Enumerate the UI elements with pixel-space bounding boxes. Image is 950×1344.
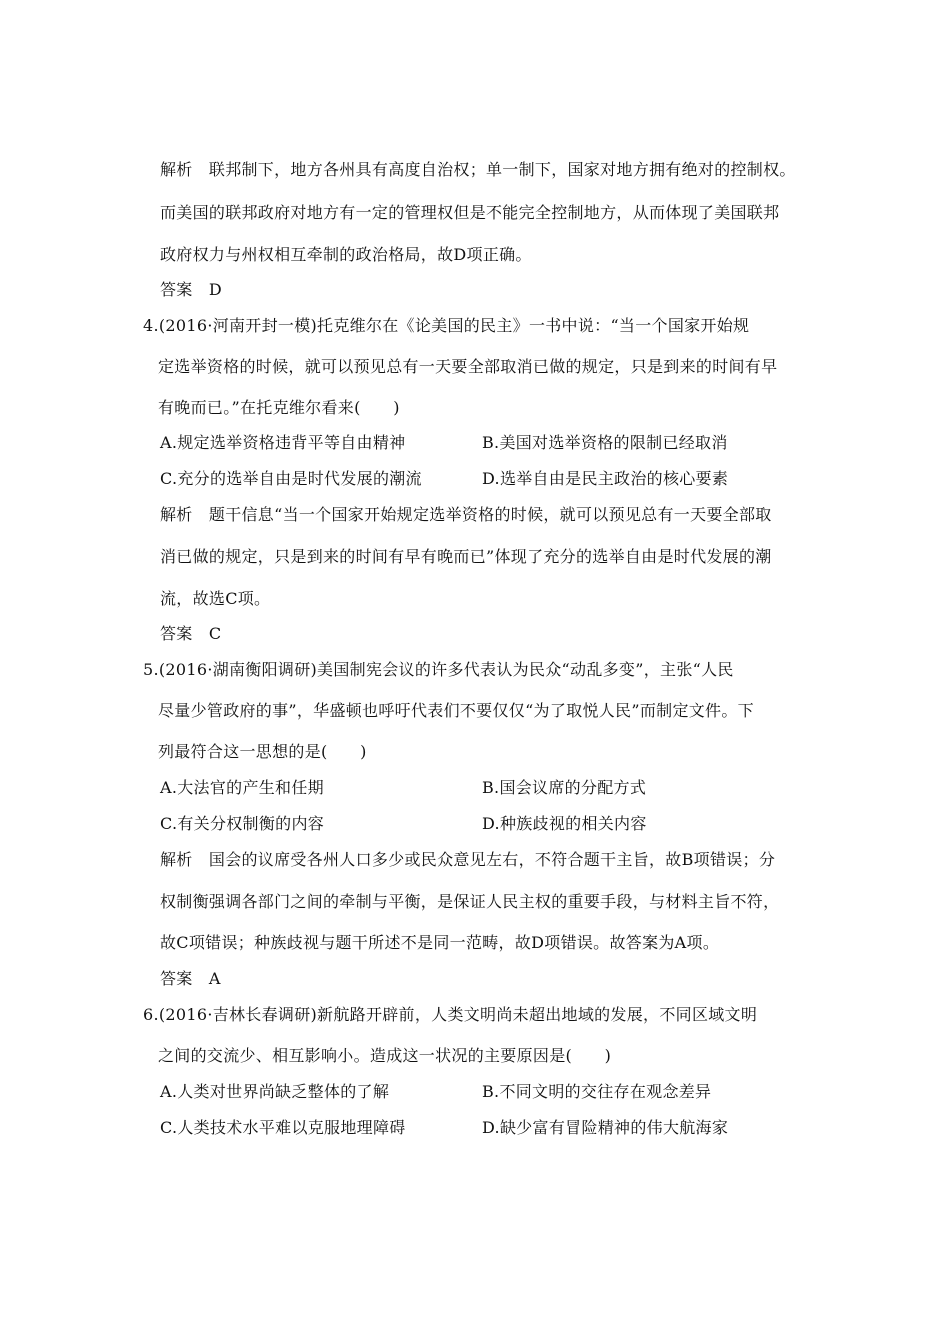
q6-stem-line-2: 之间的交流少、相互影响小。造成这一状况的主要原因是( ) [158, 1046, 612, 1065]
q5-analysis-line-3: 故C项错误；种族歧视与题干所述不是同一范畴，故D项错误。故答案为A项。 [160, 933, 720, 952]
q5-stem-line-2: 尽量少管政府的事”，华盛顿也呼吁代表们不要仅仅“为了取悦人民”而制定文件。下 [158, 701, 754, 720]
q5-analysis-line-1: 解析 国会的议席受各州人口多少或民众意见左右，不符合题干主旨，故B项错误；分 [160, 850, 776, 869]
q6-option-b[interactable]: B.不同文明的交往存在观念差异 [482, 1082, 712, 1101]
q5-stem-line-3: 列最符合这一思想的是( ) [158, 742, 367, 761]
q4-analysis-line-1: 解析 题干信息“当一个国家开始规定选举资格的时候，就可以预见总有一天要全部取 [160, 505, 772, 524]
q4-option-a[interactable]: A.规定选举资格违背平等自由精神 [160, 433, 406, 452]
q5-option-d[interactable]: D.种族歧视的相关内容 [482, 814, 647, 833]
q5-stem-line-1: 5.(2016·湖南衡阳调研)美国制宪会议的许多代表认为民众“动乱多变”，主张“人民 [143, 660, 734, 679]
q3-analysis-line-2: 而美国的联邦政府对地方有一定的管理权但是不能完全控制地方，从而体现了美国联邦 [160, 203, 780, 222]
q4-option-b[interactable]: B.美国对选举资格的限制已经取消 [482, 433, 728, 452]
q5-option-a[interactable]: A.大法官的产生和任期 [160, 778, 324, 797]
q4-stem-line-2: 定选举资格的时候，就可以预见总有一天要全部取消已做的规定，只是到来的时间有早 [158, 357, 778, 376]
q5-analysis-line-2: 权制衡强调各部门之间的牵制与平衡，是保证人民主权的重要手段，与材料主旨不符， [160, 892, 780, 911]
q4-option-c[interactable]: C.充分的选举自由是时代发展的潮流 [160, 469, 422, 488]
q3-answer: 答案 D [160, 280, 223, 299]
q4-stem-line-1: 4.(2016·河南开封一模)托克维尔在《论美国的民主》一书中说：“当一个国家开始规 [143, 316, 750, 335]
q3-analysis-line-3: 政府权力与州权相互牵制的政治格局，故D项正确。 [160, 245, 532, 264]
q6-option-a[interactable]: A.人类对世界尚缺乏整体的了解 [160, 1082, 390, 1101]
q4-analysis-line-2: 消已做的规定，只是到来的时间有早有晚而已”体现了充分的选举自由是时代发展的潮 [160, 547, 772, 566]
q6-option-c[interactable]: C.人类技术水平难以克服地理障碍 [160, 1118, 406, 1137]
q4-analysis-line-3: 流，故选C项。 [160, 589, 271, 608]
q6-option-d[interactable]: D.缺少富有冒险精神的伟大航海家 [482, 1118, 729, 1137]
q5-option-b[interactable]: B.国会议席的分配方式 [482, 778, 647, 797]
q3-analysis-line-1: 解析 联邦制下，地方各州具有高度自治权；单一制下，国家对地方拥有绝对的控制权。 [160, 160, 796, 179]
q4-answer: 答案 C [160, 624, 222, 643]
q5-option-c[interactable]: C.有关分权制衡的内容 [160, 814, 325, 833]
q4-stem-line-3: 有晚而已。”在托克维尔看来( ) [158, 398, 400, 417]
q6-stem-line-1: 6.(2016·吉林长春调研)新航路开辟前，人类文明尚未超出地域的发展，不同区域文明 [143, 1005, 758, 1024]
q4-option-d[interactable]: D.选举自由是民主政治的核心要素 [482, 469, 729, 488]
q5-answer: 答案 A [160, 969, 221, 988]
